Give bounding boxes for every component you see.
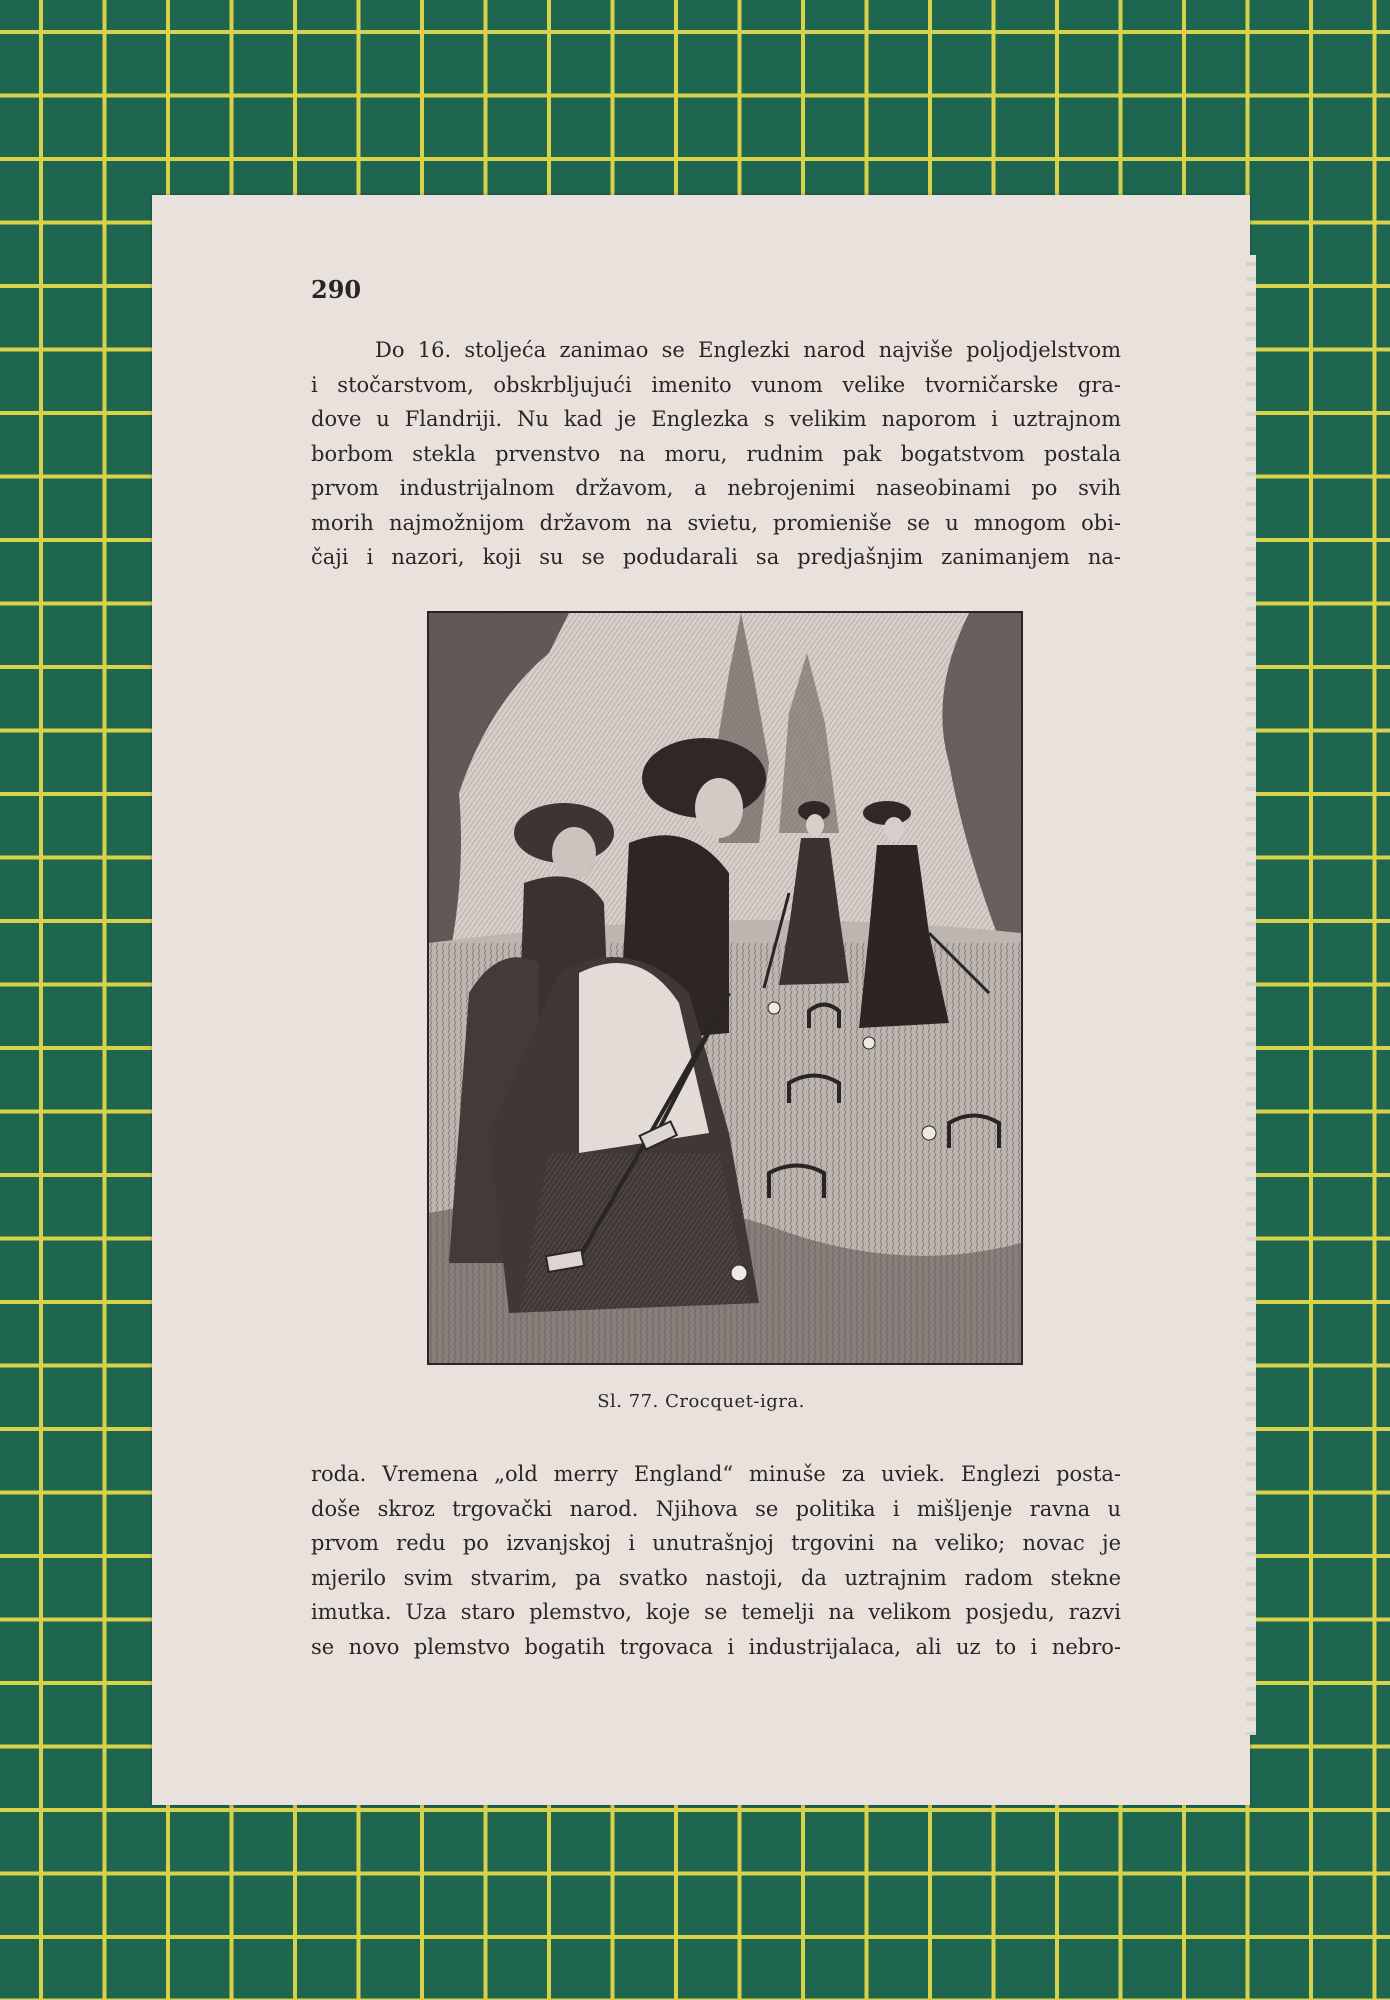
paragraph-top xyxy=(311,333,1121,575)
paragraph-bottom xyxy=(311,1457,1121,1664)
text-line: morih najmožnijom državom na svietu, promieniše se u mnogom obi- xyxy=(311,510,1121,535)
text-line: Do 16. stoljeća zanimao se Englezki narod najviše poljodjelstvom xyxy=(375,338,1121,362)
text-line: se novo plemstvo bogatih trgovaca i industrijalaca, ali uz to i nebro- xyxy=(311,1634,1121,1659)
text-line: prvom industrijalnom državom, a nebrojenimi naseobinami po svih xyxy=(311,476,1121,500)
engraving-image xyxy=(429,613,1021,1363)
text-line: doše skroz trgovački narod. Njihova se politika i mišljenje ravna u xyxy=(311,1496,1121,1521)
croquet-illustration xyxy=(427,611,1023,1365)
text-line: roda. Vremena „old merry England“ minuše za uviek. Englezi posta- xyxy=(311,1462,1121,1486)
page-number: 290 xyxy=(311,275,362,304)
text-line: borbom stekla prvenstvo na moru, rudnim pak bogatstvom postala xyxy=(311,441,1121,466)
figure-caption: Sl. 77. Crocquet-igra. xyxy=(597,1391,805,1412)
text-line: prvom redu po izvanjskoj i unutrašnjoj trgovini na veliko; novac je xyxy=(311,1531,1121,1555)
text-line: i stočarstvom, obskrbljujući imenito vunom velike tvorničarske gra- xyxy=(311,372,1121,397)
text-line: dove u Flandriji. Nu kad je Englezka s velikim naporom i uztrajnom xyxy=(311,407,1121,431)
text-line: imutka. Uza staro plemstvo, koje se temelji na velikom posjedu, razvi xyxy=(311,1600,1121,1624)
book-page xyxy=(152,195,1250,1805)
text-line: čaji i nazori, koji su se podudarali sa predjašnjim zanimanjem na- xyxy=(311,545,1121,569)
text-line: mjerilo svim stvarim, pa svatko nastoji, da uztrajnim radom stekne xyxy=(311,1565,1121,1590)
